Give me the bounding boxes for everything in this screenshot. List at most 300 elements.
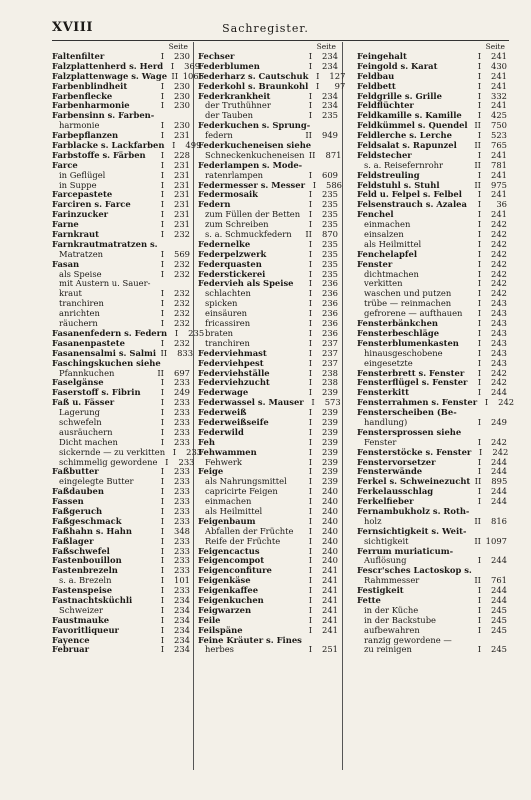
entry-page: 234: [322, 60, 338, 71]
entry-volume: I: [308, 614, 312, 625]
entry-volume: II: [305, 130, 312, 141]
entry-page: 236: [322, 327, 338, 338]
entry-volume: I: [160, 545, 164, 556]
entry-page: 348: [174, 525, 190, 536]
entry-page: 231: [174, 179, 190, 190]
entry-page: 234: [174, 634, 190, 645]
entry-term: Februar: [52, 644, 90, 655]
entry-volume: I: [477, 189, 481, 200]
entry-term: Feldstecher: [357, 149, 412, 160]
entry-page: 239: [322, 436, 338, 447]
entry-page: 235: [322, 248, 338, 259]
index-entry: [52, 645, 190, 655]
entry-volume: I: [308, 169, 312, 180]
entry-volume: I: [165, 456, 169, 467]
entry-term: Faßgeschmack: [52, 515, 122, 526]
entry-page: 240: [322, 535, 338, 546]
entry-volume: I: [477, 644, 481, 655]
entry-volume: I: [308, 248, 312, 259]
entry-volume: II: [160, 347, 168, 358]
entry-volume: I: [308, 189, 312, 200]
entry-volume: I: [308, 60, 312, 71]
entry-term: Pfannkuchen: [59, 367, 115, 378]
entry-page: 230: [174, 80, 190, 91]
entry-page: 244: [491, 594, 507, 605]
entry-term: Fenstervorsetzer: [357, 456, 436, 467]
entry-volume: I: [160, 387, 164, 398]
entry-page: 1065: [182, 70, 205, 81]
entry-term: Federkucheneisen siehe: [198, 140, 312, 151]
entry-volume: I: [477, 209, 481, 220]
entry-page: 833: [177, 347, 194, 358]
entry-term: waschen und putzen: [364, 288, 452, 299]
entry-volume: I: [308, 535, 312, 546]
entry-volume: I: [160, 308, 164, 319]
entry-volume: I: [308, 100, 312, 111]
entry-term: aufbewahren: [364, 624, 420, 635]
entry-term: Fastenbouillon: [52, 555, 122, 566]
entry-term: zum Füllen der Betten: [205, 209, 301, 220]
entry-page: 236: [322, 308, 338, 319]
entry-term: anrichten: [59, 308, 100, 319]
entry-page: 242: [498, 397, 515, 408]
entry-volume: I: [477, 100, 481, 111]
entry-page: 241: [491, 80, 507, 91]
entry-page: 430: [491, 60, 507, 71]
entry-page: 234: [174, 624, 190, 635]
entry-page: 234: [174, 594, 190, 605]
entry-volume: I: [160, 51, 164, 61]
entry-term: Farciren s. Farce: [52, 199, 131, 210]
entry-term: Feigenkuchen: [198, 594, 264, 605]
entry-term: fricassiren: [205, 318, 251, 329]
entry-volume: I: [160, 407, 164, 418]
entry-page: 244: [491, 456, 507, 467]
entry-term: Federwage: [198, 387, 249, 398]
entry-term: tranchiren: [205, 337, 250, 348]
entry-term: einsäuren: [205, 308, 248, 319]
entry-volume: I: [477, 486, 481, 497]
entry-page: 523: [491, 130, 507, 141]
entry-term: zum Schreiben: [205, 219, 269, 230]
entry-page: 232: [174, 337, 190, 348]
entry-page: 1097: [485, 535, 507, 546]
entry-volume: I: [172, 140, 176, 151]
entry-term: eingesetzte: [364, 357, 413, 368]
entry-term: Fensterblumenkasten: [357, 337, 459, 348]
entry-page: 242: [491, 436, 507, 447]
entry-term: eingelegte Butter: [59, 476, 134, 487]
entry-volume: I: [160, 575, 164, 586]
entry-volume: I: [160, 248, 164, 259]
entry-term: räuchern: [59, 318, 98, 329]
entry-volume: I: [477, 614, 481, 625]
page-number: XVIII: [52, 20, 93, 35]
entry-volume: I: [160, 634, 164, 645]
entry-volume: I: [477, 219, 481, 230]
entry-page: 239: [322, 387, 338, 398]
entry-page: 241: [322, 594, 338, 605]
entry-page: 241: [322, 585, 338, 596]
entry-volume: I: [477, 149, 481, 160]
index-column-2: [198, 42, 346, 655]
entry-term: Federkuchen s. Sprung-: [198, 120, 311, 131]
entry-volume: I: [160, 298, 164, 309]
entry-page: 233: [174, 416, 190, 427]
entry-volume: I: [160, 130, 164, 141]
entry-term: Falzplattenwage s. Wage: [52, 70, 168, 81]
entry-term: tranchiren: [59, 298, 104, 309]
entry-page: 975: [491, 179, 507, 190]
entry-term: gefrorene — aufthauen: [364, 308, 463, 319]
entry-page: 239: [322, 426, 338, 437]
entry-term: Feigenkaffee: [198, 585, 259, 596]
entry-page: 241: [322, 624, 338, 635]
entry-volume: I: [477, 377, 481, 388]
entry-page: 97: [334, 80, 346, 91]
entry-term: Federwassel s. Mauser: [198, 397, 304, 408]
entry-volume: I: [308, 545, 312, 556]
entry-volume: II: [474, 140, 481, 151]
entry-page: 242: [491, 278, 507, 289]
seite-label: Seite: [168, 42, 188, 51]
entry-volume: I: [308, 407, 312, 418]
entry-page: 233: [174, 496, 190, 507]
entry-volume: I: [477, 327, 481, 338]
entry-volume: I: [308, 337, 312, 348]
entry-volume: I: [477, 80, 481, 91]
entry-page: 234: [174, 614, 190, 625]
entry-term: Faselgänse: [52, 377, 104, 388]
entry-volume: II: [171, 70, 179, 81]
entry-page: 237: [322, 357, 338, 368]
entry-volume: I: [160, 624, 164, 635]
index-entry: [198, 645, 338, 655]
entry-volume: I: [477, 624, 481, 635]
entry-term: s. a. Reisefernrohr: [364, 159, 444, 170]
entry-term: Ferkel s. Schweinezucht: [357, 476, 471, 487]
entry-term: als Heilmittel: [364, 238, 422, 249]
entry-term: Abfallen der Früchte: [205, 525, 294, 536]
entry-page: 586: [326, 179, 343, 190]
entry-term: Faßbutter: [52, 466, 99, 477]
entry-volume: I: [160, 426, 164, 437]
entry-term: Felsenstrauch s. Azalea: [357, 199, 467, 210]
entry-volume: I: [308, 298, 312, 309]
entry-page: 242: [491, 268, 507, 279]
entry-page: 233: [174, 555, 190, 566]
entry-page: 230: [174, 120, 190, 131]
entry-term: Faserstoff s. Fibrin: [52, 387, 141, 398]
entry-term: Fensterbeschläge: [357, 327, 440, 338]
entry-term: Fensterscheiben (Be-: [357, 407, 457, 418]
entry-page: 245: [491, 604, 507, 615]
entry-volume: I: [160, 486, 164, 497]
entry-term: mit Austern u. Sauer-: [59, 278, 151, 289]
entry-volume: I: [477, 436, 481, 447]
entry-volume: I: [477, 60, 481, 71]
entry-volume: I: [308, 555, 312, 566]
entry-term: Fassen: [52, 496, 84, 507]
entry-term: Fensterbänkchen: [357, 318, 439, 329]
entry-term: Federviehpest: [198, 357, 264, 368]
entry-term: federn: [205, 130, 233, 141]
entry-volume: I: [308, 238, 312, 249]
entry-term: sickernde — zu verkitten: [59, 446, 166, 457]
entry-term: Fayence: [52, 634, 90, 645]
entry-page: 232: [174, 298, 190, 309]
entry-term: Faßlager: [52, 535, 94, 546]
entry-page: 235: [322, 219, 338, 230]
entry-term: Federquasten: [198, 258, 262, 269]
entry-page: 233: [174, 407, 190, 418]
entry-term: s. a. Brezeln: [59, 575, 112, 586]
entry-term: harmonie: [59, 120, 100, 131]
entry-term: einmachen: [205, 496, 252, 507]
entry-term: Fasan: [52, 258, 80, 269]
entry-volume: I: [308, 496, 312, 507]
entry-term: Faßdauben: [52, 486, 104, 497]
entry-page: 425: [491, 110, 507, 121]
entry-term: Feh: [198, 436, 215, 447]
entry-volume: I: [308, 268, 312, 279]
entry-volume: I: [160, 149, 164, 160]
entry-volume: I: [308, 288, 312, 299]
entry-page: 235: [322, 199, 338, 210]
entry-volume: I: [308, 476, 312, 487]
entry-volume: I: [160, 288, 164, 299]
entry-page: 242: [491, 238, 507, 249]
entry-page: 242: [491, 258, 507, 269]
entry-volume: I: [477, 604, 481, 615]
entry-volume: I: [311, 397, 315, 408]
entry-term: spicken: [205, 298, 238, 309]
entry-volume: I: [477, 258, 481, 269]
entry-term: Matratzen: [59, 248, 104, 259]
entry-volume: I: [308, 278, 312, 289]
entry-page: 239: [322, 416, 338, 427]
entry-term: Ferrum muriaticum-: [357, 545, 454, 556]
entry-term: Federharz s. Cautschuk: [198, 70, 309, 81]
entry-volume: I: [160, 100, 164, 111]
entry-page: 750: [491, 120, 507, 131]
entry-term: Fasanensalmi s. Salmi: [52, 347, 157, 358]
entry-term: Fensterrahmen s. Fenster: [357, 397, 478, 408]
entry-term: als Heilmittel: [205, 505, 263, 516]
entry-term: Feld u. Felpel s. Felbel: [357, 189, 462, 200]
entry-term: Ferkelfieber: [357, 496, 414, 507]
entry-page: 235: [322, 189, 338, 200]
entry-term: Farne: [52, 219, 79, 230]
entry-term: Feldflüchter: [357, 100, 414, 111]
entry-page: 949: [322, 130, 338, 141]
entry-volume: I: [160, 614, 164, 625]
entry-page: 816: [491, 515, 507, 526]
entry-page: 236: [322, 278, 338, 289]
entry-term: Feigwarzen: [198, 604, 252, 615]
column-divider: [193, 42, 194, 770]
entry-page: 781: [491, 159, 507, 170]
entry-page: 241: [491, 149, 507, 160]
entry-page: 234: [322, 51, 338, 61]
entry-volume: I: [477, 298, 481, 309]
entry-page: 235: [322, 238, 338, 249]
entry-volume: I: [477, 51, 481, 61]
entry-term: braten: [205, 327, 234, 338]
entry-volume: I: [308, 575, 312, 586]
entry-term: Faßschwefel: [52, 545, 110, 556]
entry-volume: I: [477, 238, 481, 249]
entry-volume: I: [484, 397, 489, 408]
entry-term: in der Küche: [364, 604, 419, 615]
entry-volume: I: [477, 229, 481, 240]
entry-page: 240: [322, 505, 338, 516]
entry-page: 242: [491, 229, 507, 240]
entry-term: Fette: [357, 594, 381, 605]
entry-page: 233: [174, 585, 190, 596]
entry-term: Fehwammen: [198, 446, 257, 457]
entry-term: Reife der Früchte: [205, 535, 281, 546]
entry-page: 240: [322, 545, 338, 556]
entry-term: Dicht machen: [59, 436, 118, 447]
entry-volume: I: [160, 505, 164, 516]
entry-page: 241: [491, 70, 507, 81]
entry-term: Feldsalat s. Rapunzel: [357, 140, 457, 151]
entry-term: Federwild: [198, 426, 244, 437]
entry-volume: I: [308, 466, 312, 477]
entry-volume: I: [477, 585, 481, 596]
entry-term: Fastenbrezeln: [52, 565, 118, 576]
entry-page: 240: [322, 486, 338, 497]
entry-term: Fechser: [198, 51, 235, 61]
entry-term: Farbenharmonie: [52, 100, 130, 111]
entry-page: 234: [322, 100, 338, 111]
entry-volume: I: [160, 525, 164, 536]
entry-page: 233: [174, 545, 190, 556]
entry-term: Schweizer: [59, 604, 103, 615]
entry-page: 234: [174, 644, 190, 655]
entry-term: Farbenflecke: [52, 90, 113, 101]
index-column-1: [52, 42, 205, 655]
entry-term: Federkohl s. Braunkohl: [198, 80, 309, 91]
entry-page: 241: [491, 209, 507, 220]
entry-term: Faß u. Fässer: [52, 397, 115, 408]
entry-term: Faustmauke: [52, 614, 110, 625]
entry-volume: I: [160, 209, 164, 220]
entry-page: 232: [174, 268, 190, 279]
entry-term: Fernsichtigkeit s. Weit-: [357, 525, 467, 536]
entry-page: 240: [322, 525, 338, 536]
entry-page: 239: [322, 407, 338, 418]
entry-page: 127: [329, 70, 346, 81]
entry-page: 243: [491, 308, 507, 319]
entry-page: 233: [186, 446, 203, 457]
entry-term: Faßgeruch: [52, 505, 103, 516]
entry-volume: I: [308, 110, 312, 121]
entry-volume: I: [477, 337, 481, 348]
entry-term: verkitten: [364, 278, 403, 289]
entry-term: Ferkelausschlag: [357, 486, 434, 497]
page-title: Sachregister.: [222, 22, 309, 35]
entry-term: Festigkeit: [357, 585, 404, 596]
entry-volume: II: [474, 159, 481, 170]
entry-term: capricirte Feigen: [205, 486, 278, 497]
column-divider: [342, 42, 343, 770]
entry-page: 230: [174, 90, 190, 101]
entry-term: ausräuchern: [59, 426, 113, 437]
entry-page: 238: [322, 367, 338, 378]
entry-term: zu reinigen: [364, 644, 412, 655]
entry-page: 233: [174, 466, 190, 477]
entry-volume: I: [308, 436, 312, 447]
entry-volume: I: [308, 357, 312, 368]
entry-volume: I: [160, 476, 164, 487]
entry-volume: II: [157, 367, 164, 378]
entry-term: sichtigkeit: [364, 535, 409, 546]
entry-volume: I: [308, 327, 312, 338]
entry-term: Feile: [198, 614, 221, 625]
entry-volume: I: [160, 416, 164, 427]
entry-term: holz: [364, 515, 382, 526]
entry-term: hinausgeschobene: [364, 347, 443, 358]
entry-volume: I: [160, 318, 164, 329]
entry-term: Feigenkäse: [198, 575, 251, 586]
entry-volume: I: [308, 347, 312, 358]
entry-term: Favoritliqueur: [52, 624, 119, 635]
entry-volume: I: [160, 585, 164, 596]
entry-page: 101: [174, 575, 190, 586]
entry-term: Federn: [198, 199, 231, 210]
entry-volume: I: [160, 466, 164, 477]
entry-term: als Nahrungsmittel: [205, 476, 287, 487]
entry-page: 249: [491, 416, 507, 427]
entry-volume: I: [308, 486, 312, 497]
entry-volume: I: [160, 535, 164, 546]
entry-term: als Speise: [59, 268, 102, 279]
entry-volume: I: [308, 525, 312, 536]
entry-term: Feldkümmel s. Quendel: [357, 120, 468, 131]
entry-page: 235: [322, 110, 338, 121]
entry-page: 234: [322, 90, 338, 101]
entry-page: 244: [491, 555, 507, 566]
entry-page: 241: [491, 100, 507, 111]
entry-page: 235: [322, 258, 338, 269]
entry-volume: I: [160, 644, 164, 655]
entry-term: der Tauben: [205, 110, 254, 121]
entry-page: 231: [174, 159, 190, 170]
entry-volume: II: [474, 120, 481, 131]
entry-term: Feldlerche s. Lerche: [357, 130, 452, 141]
entry-page: 233: [174, 535, 190, 546]
entry-volume: I: [308, 515, 312, 526]
entry-term: Farbenblindheit: [52, 80, 128, 91]
entry-page: 233: [174, 426, 190, 437]
header-rule: [52, 40, 509, 41]
entry-page: 609: [322, 169, 338, 180]
entry-volume: I: [477, 555, 481, 566]
entry-volume: I: [308, 387, 312, 398]
entry-page: 231: [174, 130, 190, 141]
entry-term: Feigenbaum: [198, 515, 256, 526]
entry-volume: I: [160, 219, 164, 230]
entry-term: Federviehzucht: [198, 377, 270, 388]
entry-term: herbes: [205, 644, 234, 655]
entry-volume: I: [308, 308, 312, 319]
entry-volume: I: [477, 70, 481, 81]
entry-volume: II: [474, 179, 481, 190]
entry-volume: I: [308, 199, 312, 210]
entry-volume: II: [474, 476, 482, 487]
